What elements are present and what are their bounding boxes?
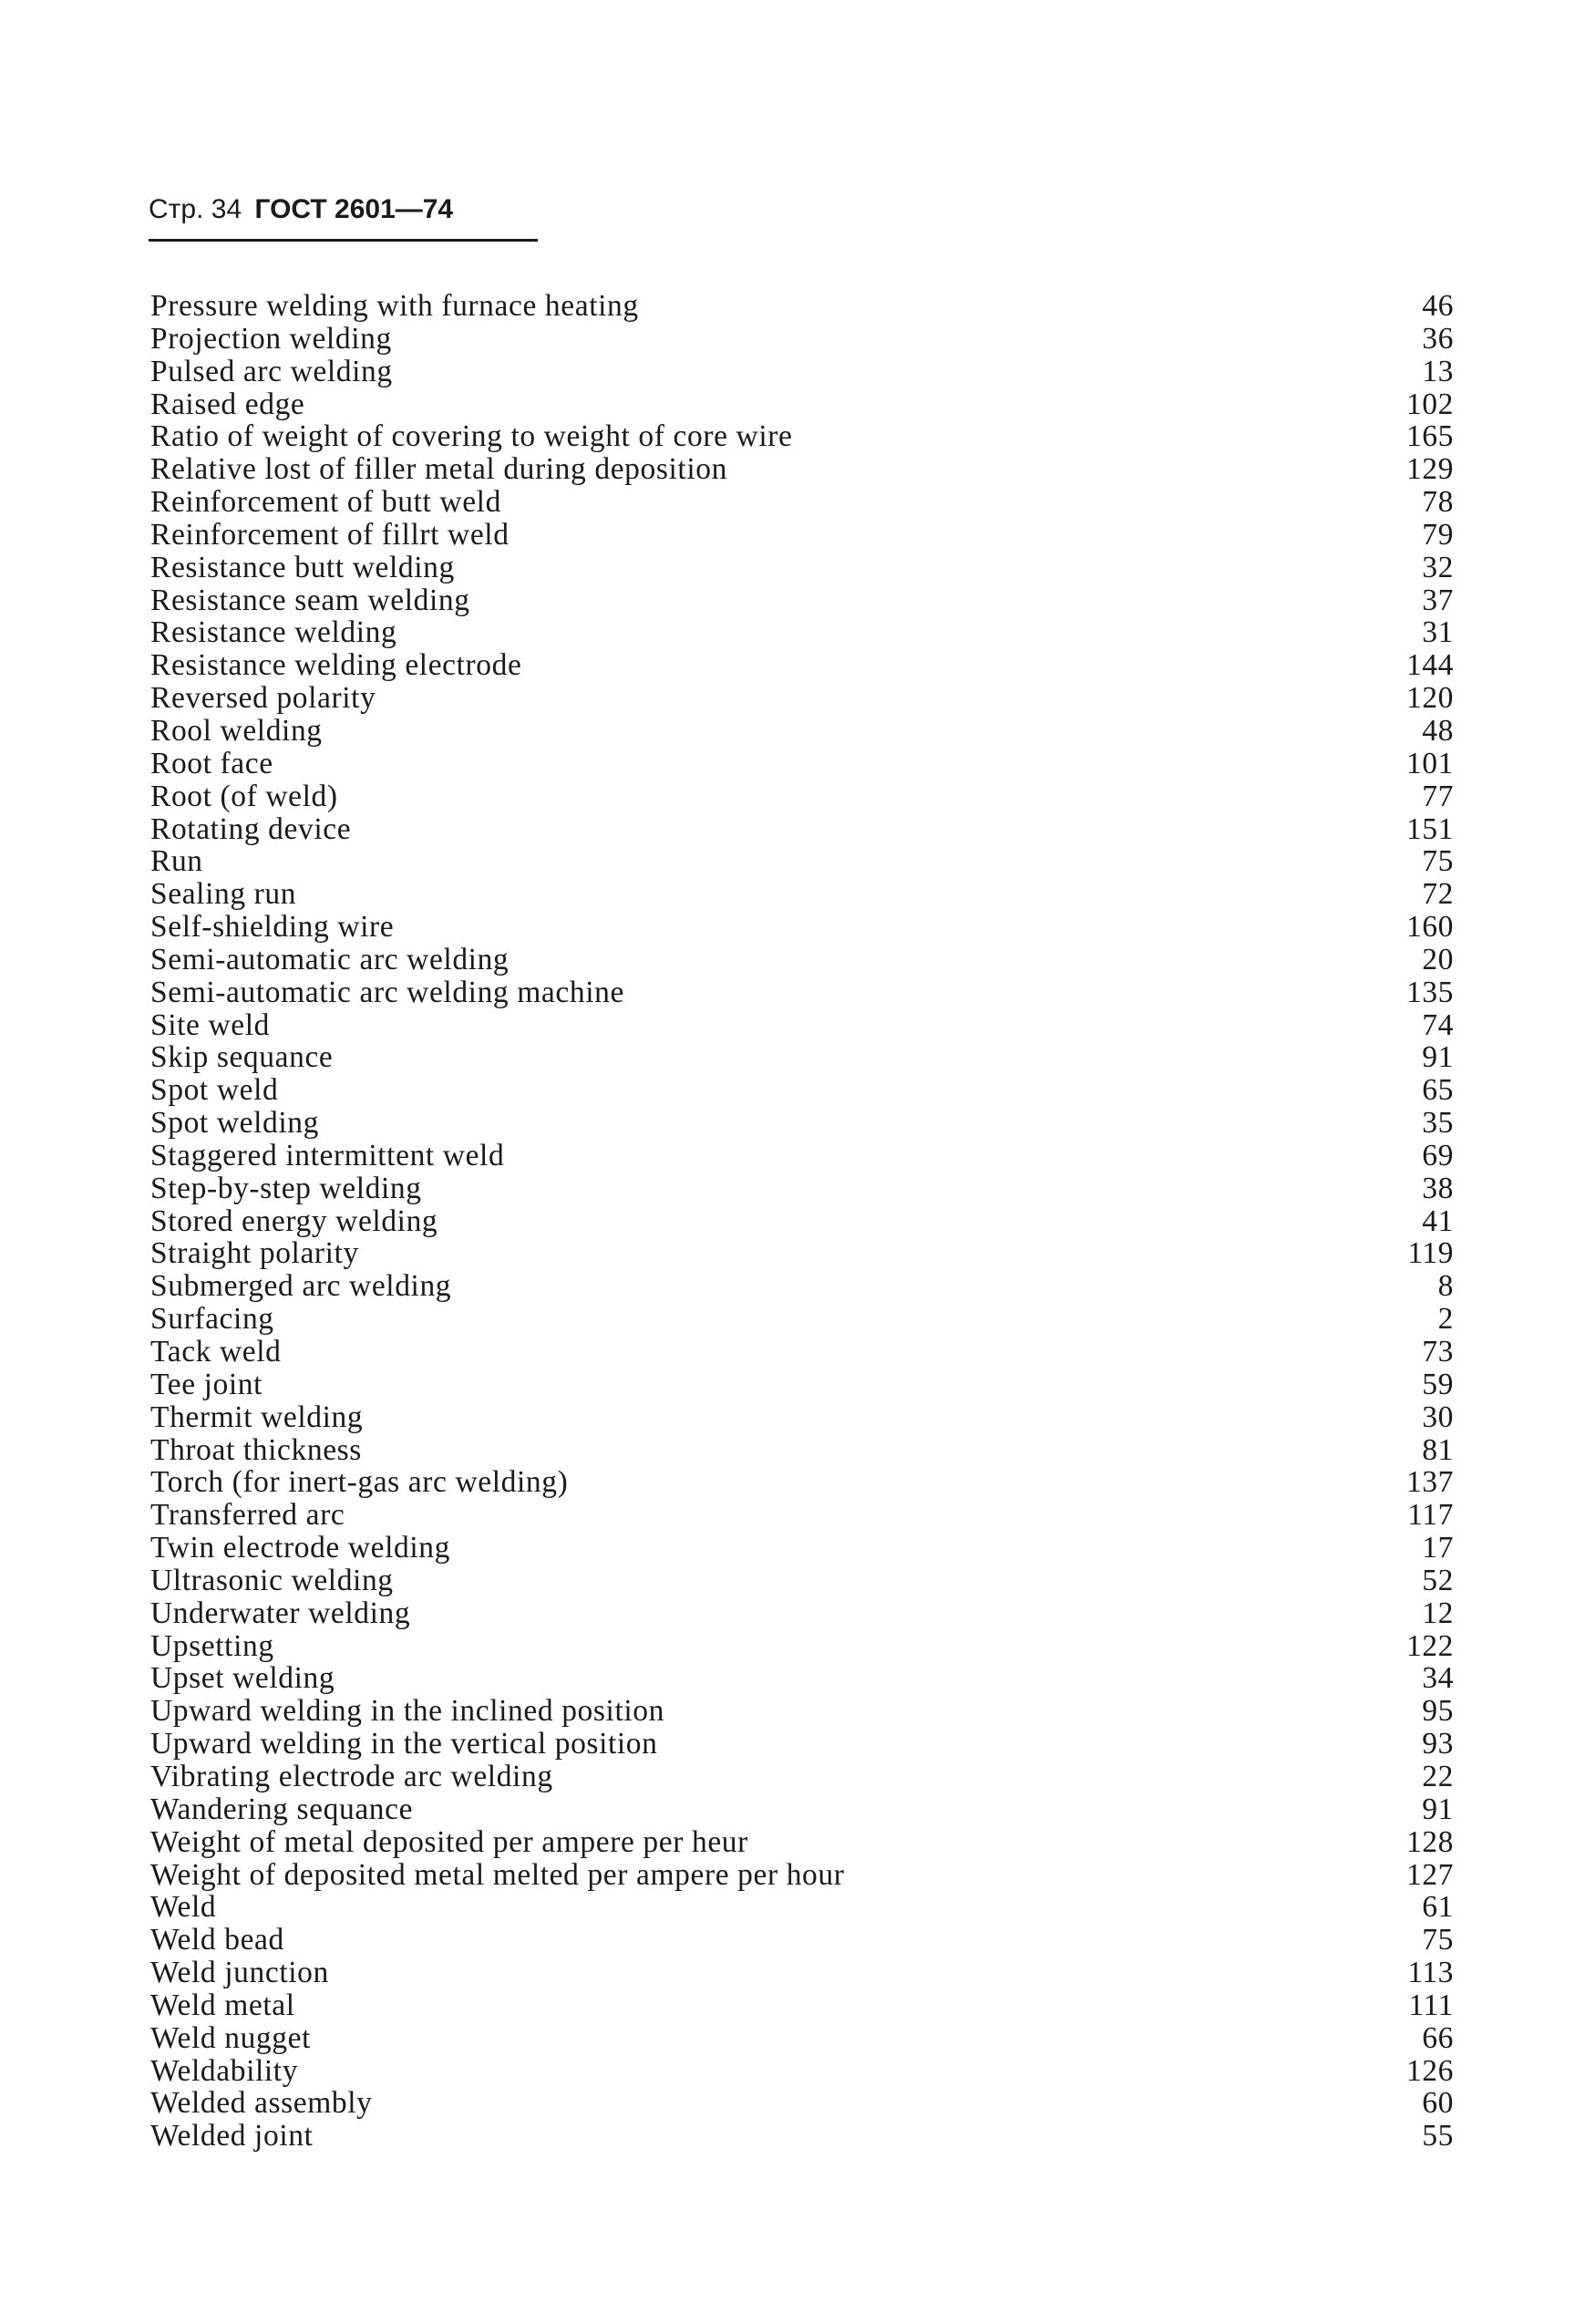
- index-term: Welded joint: [150, 2119, 314, 2154]
- index-number: 38: [1422, 1171, 1454, 1205]
- standard-designation: ГОСТ 2601—74: [254, 194, 454, 224]
- index-term: Upward welding in the inclined position: [150, 1694, 664, 1729]
- index-term: Resistance welding electrode: [150, 648, 522, 683]
- index-number: 151: [1405, 811, 1454, 846]
- index-entry: [150, 1074, 1454, 1107]
- index-term: Run: [150, 844, 203, 879]
- index-entry: [150, 649, 1454, 682]
- index-term: Submerged arc welding: [150, 1269, 452, 1304]
- index-number: 101: [1405, 746, 1454, 780]
- index-term: Weld nugget: [150, 2020, 312, 2055]
- index-term: Weld: [150, 1890, 217, 1925]
- index-entry: [150, 976, 1454, 1009]
- index-number: 55: [1422, 2119, 1454, 2154]
- index-number: 95: [1422, 1694, 1454, 1729]
- index-entry: [150, 420, 1454, 453]
- index-number: 78: [1422, 485, 1454, 520]
- index-entry: [150, 944, 1454, 976]
- index-number: 129: [1405, 452, 1454, 487]
- index-term: Staggered intermittent weld: [150, 1138, 505, 1172]
- index-number: 8: [1437, 1269, 1454, 1304]
- index-term: Spot welding: [150, 1106, 319, 1141]
- index-term: Semi-automatic arc welding: [150, 942, 510, 976]
- index-number: 20: [1422, 942, 1454, 976]
- index-term: Weld metal: [150, 1988, 295, 2022]
- index-number: 126: [1405, 2053, 1454, 2088]
- index-term: Self-shielding wire: [150, 910, 395, 945]
- index-term: Weight of deposited metal melted per ampere per hour: [150, 1857, 845, 1892]
- index-entry: [150, 813, 1454, 846]
- page-number-label: Стр. 34: [149, 194, 242, 224]
- index-number: 30: [1422, 1400, 1454, 1434]
- index-entry: [150, 1041, 1454, 1074]
- index-entry: [150, 1237, 1454, 1270]
- index-entry: [150, 1303, 1454, 1336]
- index-entry: [150, 1107, 1454, 1140]
- index-term: Skip sequance: [150, 1040, 334, 1075]
- index-number: 119: [1407, 1236, 1454, 1271]
- index-entry: [150, 1369, 1454, 1401]
- index-number: 66: [1422, 2020, 1454, 2055]
- index-term: Vibrating electrode arc welding: [150, 1759, 553, 1793]
- index-term: Reinforcement of butt weld: [150, 485, 501, 520]
- index-term: Root face: [150, 746, 273, 780]
- index-term: Underwater welding: [150, 1596, 411, 1630]
- index-entry: [150, 748, 1454, 780]
- index-term: Stored energy welding: [150, 1203, 438, 1238]
- index-entry: [150, 878, 1454, 911]
- index-number: 160: [1405, 910, 1454, 945]
- index-number: 52: [1422, 1563, 1454, 1597]
- index-entry: [150, 1499, 1454, 1532]
- index-number: 91: [1422, 1040, 1454, 1075]
- index-term: Throat thickness: [150, 1432, 362, 1467]
- index-term: Step-by-step welding: [150, 1171, 422, 1205]
- index-entry: [150, 1891, 1454, 1924]
- index-entry: [150, 2055, 1454, 2088]
- term-index-list: [150, 290, 1454, 2153]
- header-divider: [149, 239, 538, 242]
- index-number: 81: [1422, 1432, 1454, 1467]
- index-number: 41: [1422, 1203, 1454, 1238]
- index-term: Pulsed arc welding: [150, 354, 393, 388]
- index-entry: [150, 1140, 1454, 1172]
- index-entry: [150, 780, 1454, 813]
- index-term: Tee joint: [150, 1367, 263, 1401]
- index-entry: [150, 1728, 1454, 1761]
- index-entry: [150, 2120, 1454, 2153]
- index-number: 144: [1405, 648, 1454, 683]
- index-term: Tack weld: [150, 1335, 282, 1369]
- index-number: 17: [1422, 1531, 1454, 1565]
- index-entry: [150, 2022, 1454, 2055]
- index-term: Straight polarity: [150, 1236, 359, 1271]
- index-number: 60: [1422, 2086, 1454, 2121]
- index-term: Weld bead: [150, 1923, 284, 1957]
- index-number: 135: [1405, 975, 1454, 1009]
- index-entry: [150, 1957, 1454, 1989]
- index-term: Spot weld: [150, 1073, 279, 1108]
- index-entry: [150, 1270, 1454, 1303]
- index-term: Semi-automatic arc welding machine: [150, 975, 624, 1009]
- index-entry: [150, 616, 1454, 649]
- index-term: Thermit welding: [150, 1400, 364, 1434]
- index-entry: [150, 323, 1454, 356]
- index-term: Raised edge: [150, 387, 305, 421]
- index-entry: [150, 584, 1454, 617]
- index-number: 48: [1422, 713, 1454, 748]
- index-term: Wandering sequance: [150, 1792, 414, 1826]
- index-term: Resistance welding: [150, 615, 397, 650]
- index-term: Upset welding: [150, 1661, 335, 1696]
- index-term: Root (of weld): [150, 779, 338, 813]
- index-number: 93: [1422, 1727, 1454, 1761]
- index-number: 22: [1422, 1759, 1454, 1793]
- index-entry: [150, 388, 1454, 421]
- index-number: 79: [1422, 517, 1454, 552]
- index-entry: [150, 1205, 1454, 1238]
- index-term: Site weld: [150, 1007, 271, 1042]
- index-number: 128: [1405, 1824, 1454, 1859]
- index-number: 73: [1422, 1335, 1454, 1369]
- index-number: 69: [1422, 1138, 1454, 1172]
- index-term: Weld junction: [150, 1956, 329, 1990]
- index-term: Upward welding in the vertical position: [150, 1727, 658, 1761]
- index-term: Resistance seam welding: [150, 583, 470, 617]
- index-number: 36: [1422, 321, 1454, 356]
- index-entry: [150, 1336, 1454, 1369]
- index-number: 91: [1422, 1792, 1454, 1826]
- index-term: Ultrasonic welding: [150, 1563, 394, 1597]
- index-entry: [150, 1009, 1454, 1042]
- index-number: 32: [1422, 550, 1454, 584]
- index-term: Welded assembly: [150, 2086, 373, 2121]
- index-number: 127: [1405, 1857, 1454, 1892]
- index-term: Pressure welding with furnace heating: [150, 289, 639, 323]
- index-term: Rool welding: [150, 713, 323, 748]
- index-term: Weight of metal deposited per ampere per heur: [150, 1824, 748, 1859]
- index-entry: [150, 1761, 1454, 1793]
- index-entry: [150, 1565, 1454, 1597]
- index-number: 137: [1405, 1465, 1454, 1500]
- index-entry: [150, 1466, 1454, 1499]
- index-number: 102: [1405, 387, 1454, 421]
- index-number: 2: [1437, 1302, 1454, 1337]
- index-entry: [150, 552, 1454, 584]
- index-term: Transferred arc: [150, 1498, 345, 1533]
- index-number: 77: [1422, 779, 1454, 813]
- index-term: Reinforcement of fillrt weld: [150, 517, 510, 552]
- index-term: Upsetting: [150, 1628, 274, 1663]
- index-entry: [150, 682, 1454, 715]
- index-entry: [150, 1401, 1454, 1434]
- index-entry: [150, 1989, 1454, 2022]
- index-number: 31: [1422, 615, 1454, 650]
- index-number: 72: [1422, 877, 1454, 912]
- index-term: Torch (for inert-gas arc welding): [150, 1465, 569, 1500]
- index-number: 34: [1422, 1661, 1454, 1696]
- index-number: 46: [1422, 289, 1454, 323]
- index-entry: [150, 1826, 1454, 1859]
- index-term: Resistance butt welding: [150, 550, 455, 584]
- index-term: Projection welding: [150, 321, 392, 356]
- index-entry: [150, 911, 1454, 944]
- index-entry: [150, 356, 1454, 388]
- index-term: Rotating device: [150, 811, 352, 846]
- index-entry: [150, 1662, 1454, 1695]
- index-number: 120: [1405, 681, 1454, 716]
- index-entry: [150, 290, 1454, 323]
- index-term: Reversed polarity: [150, 681, 376, 716]
- index-number: 12: [1422, 1596, 1454, 1630]
- index-number: 59: [1422, 1367, 1454, 1401]
- index-number: 75: [1422, 844, 1454, 879]
- index-entry: [150, 2087, 1454, 2120]
- index-entry: [150, 1172, 1454, 1205]
- index-number: 165: [1405, 419, 1454, 454]
- index-number: 113: [1407, 1956, 1454, 1990]
- index-term: Twin electrode welding: [150, 1531, 450, 1565]
- index-entry: [150, 845, 1454, 878]
- index-entry: [150, 1924, 1454, 1957]
- index-term: Weldability: [150, 2053, 299, 2088]
- index-term: Ratio of weight of covering to weight of core wire: [150, 419, 793, 454]
- index-entry: [150, 1532, 1454, 1565]
- index-number: 35: [1422, 1106, 1454, 1141]
- index-number: 111: [1408, 1988, 1454, 2022]
- index-entry: [150, 715, 1454, 748]
- index-entry: [150, 486, 1454, 519]
- index-entry: [150, 1597, 1454, 1630]
- index-term: Sealing run: [150, 877, 297, 912]
- index-number: 117: [1407, 1498, 1454, 1533]
- index-entry: [150, 1859, 1454, 1892]
- index-entry: [150, 1434, 1454, 1467]
- page-header: [149, 191, 453, 228]
- index-number: 75: [1422, 1923, 1454, 1957]
- index-entry: [150, 1630, 1454, 1663]
- index-number: 122: [1405, 1628, 1454, 1663]
- index-number: 61: [1422, 1890, 1454, 1925]
- index-number: 74: [1422, 1007, 1454, 1042]
- index-entry: [150, 1793, 1454, 1826]
- index-number: 37: [1422, 583, 1454, 617]
- index-term: Relative lost of filler metal during deposition: [150, 452, 727, 487]
- index-entry: [150, 453, 1454, 486]
- index-number: 65: [1422, 1073, 1454, 1108]
- index-number: 13: [1422, 354, 1454, 388]
- index-term: Surfacing: [150, 1302, 274, 1337]
- index-entry: [150, 519, 1454, 552]
- index-entry: [150, 1695, 1454, 1728]
